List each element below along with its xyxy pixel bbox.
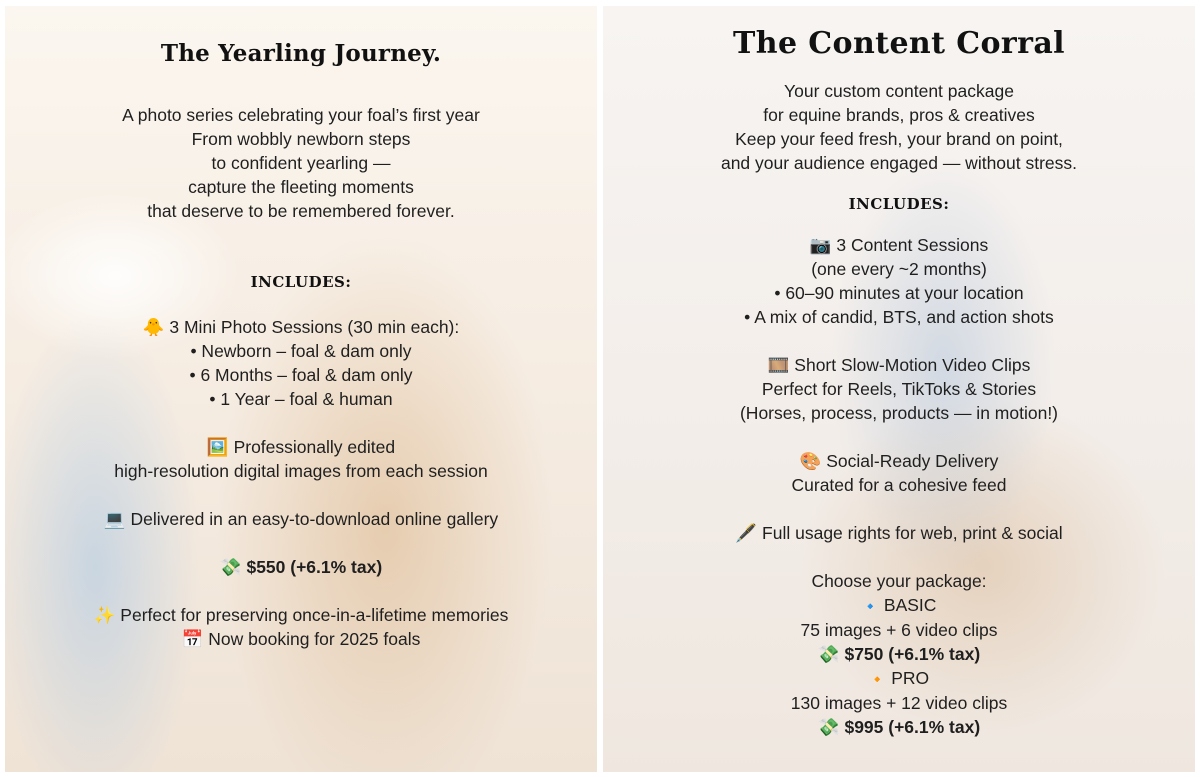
package-price: 💸 $995 (+6.1% tax) [817, 717, 981, 737]
content-sessions-block [603, 233, 1195, 329]
session-item: • 6 Months – foal & dam only [189, 365, 413, 385]
social-line: Curated for a cohesive feed [791, 475, 1007, 495]
video-line: Perfect for Reels, TikToks & Stories [761, 379, 1037, 399]
package-name [603, 666, 1195, 691]
content-corral-panel [603, 6, 1195, 772]
package-detail: 130 images + 12 video clips [790, 693, 1008, 713]
video-line: (Horses, process, products — in motion!) [739, 403, 1059, 423]
package-basic [603, 593, 1195, 666]
intro-line: Keep your feed fresh, your brand on point, [735, 129, 1063, 149]
yearling-price: 💸 $550 (+6.1% tax) [219, 557, 383, 577]
sessions-line: (one every ~2 months) [811, 259, 987, 279]
edited-line: high-resolution digital images from each session [114, 461, 488, 481]
package-pro [603, 666, 1195, 739]
social-delivery-block [603, 449, 1195, 497]
yearling-title: The Yearling Journey. [160, 40, 442, 67]
yearling-journey-panel [5, 6, 597, 772]
video-clips-block [603, 353, 1195, 425]
yearling-intro [5, 103, 597, 223]
closing-line: ✨ Perfect for preserving once-in-a-lifetime memories [93, 605, 509, 625]
corral-intro [603, 79, 1195, 175]
edited-line: 🖼️ Professionally edited [206, 437, 396, 457]
package-detail: 75 images + 6 video clips [800, 620, 998, 640]
session-item: • Newborn – foal & dam only [190, 341, 412, 361]
usage-rights: 🖋️ Full usage rights for web, print & social [735, 523, 1063, 543]
sessions-line: 📷 3 Content Sessions [809, 235, 989, 255]
intro-line: for equine brands, pros & creatives [763, 105, 1035, 125]
gallery-delivery: 💻 Delivered in an easy-to-download online gallery [103, 509, 499, 529]
mini-sessions-block [5, 315, 597, 411]
package-name-text: BASIC [883, 595, 937, 615]
package-price: 💸 $750 (+6.1% tax) [817, 644, 981, 664]
choose-package-label: Choose your package: [811, 571, 987, 591]
blue-diamond-icon: 🔹 [861, 598, 880, 614]
closing-line: 📅 Now booking for 2025 foals [181, 629, 421, 649]
sessions-line: • 60–90 minutes at your location [774, 283, 1024, 303]
intro-line: Your custom content package [784, 81, 1014, 101]
intro-line: From wobbly newborn steps [191, 129, 411, 149]
session-item: • 1 Year – foal & human [209, 389, 393, 409]
sessions-line: • A mix of candid, BTS, and action shots [744, 307, 1054, 327]
closing-block [5, 603, 597, 651]
intro-line: capture the fleeting moments [188, 177, 414, 197]
intro-line: A photo series celebrating your foal’s first year [122, 105, 480, 125]
includes-label: INCLUDES: [848, 195, 950, 213]
intro-line: and your audience engaged — without stress. [720, 153, 1078, 173]
package-name-text: PRO [891, 668, 930, 688]
intro-line: that deserve to be remembered forever. [147, 201, 455, 221]
sessions-heading: 🐥 3 Mini Photo Sessions (30 min each): [142, 317, 460, 337]
orange-diamond-icon: 🔸 [868, 671, 887, 687]
edited-images-block [5, 435, 597, 483]
corral-title: The Content Corral [733, 26, 1065, 61]
social-line: 🎨 Social-Ready Delivery [799, 451, 999, 471]
includes-label: INCLUDES: [250, 273, 352, 291]
video-line: 🎞️ Short Slow-Motion Video Clips [767, 355, 1031, 375]
package-name [603, 593, 1195, 618]
intro-line: to confident yearling — [211, 153, 391, 173]
